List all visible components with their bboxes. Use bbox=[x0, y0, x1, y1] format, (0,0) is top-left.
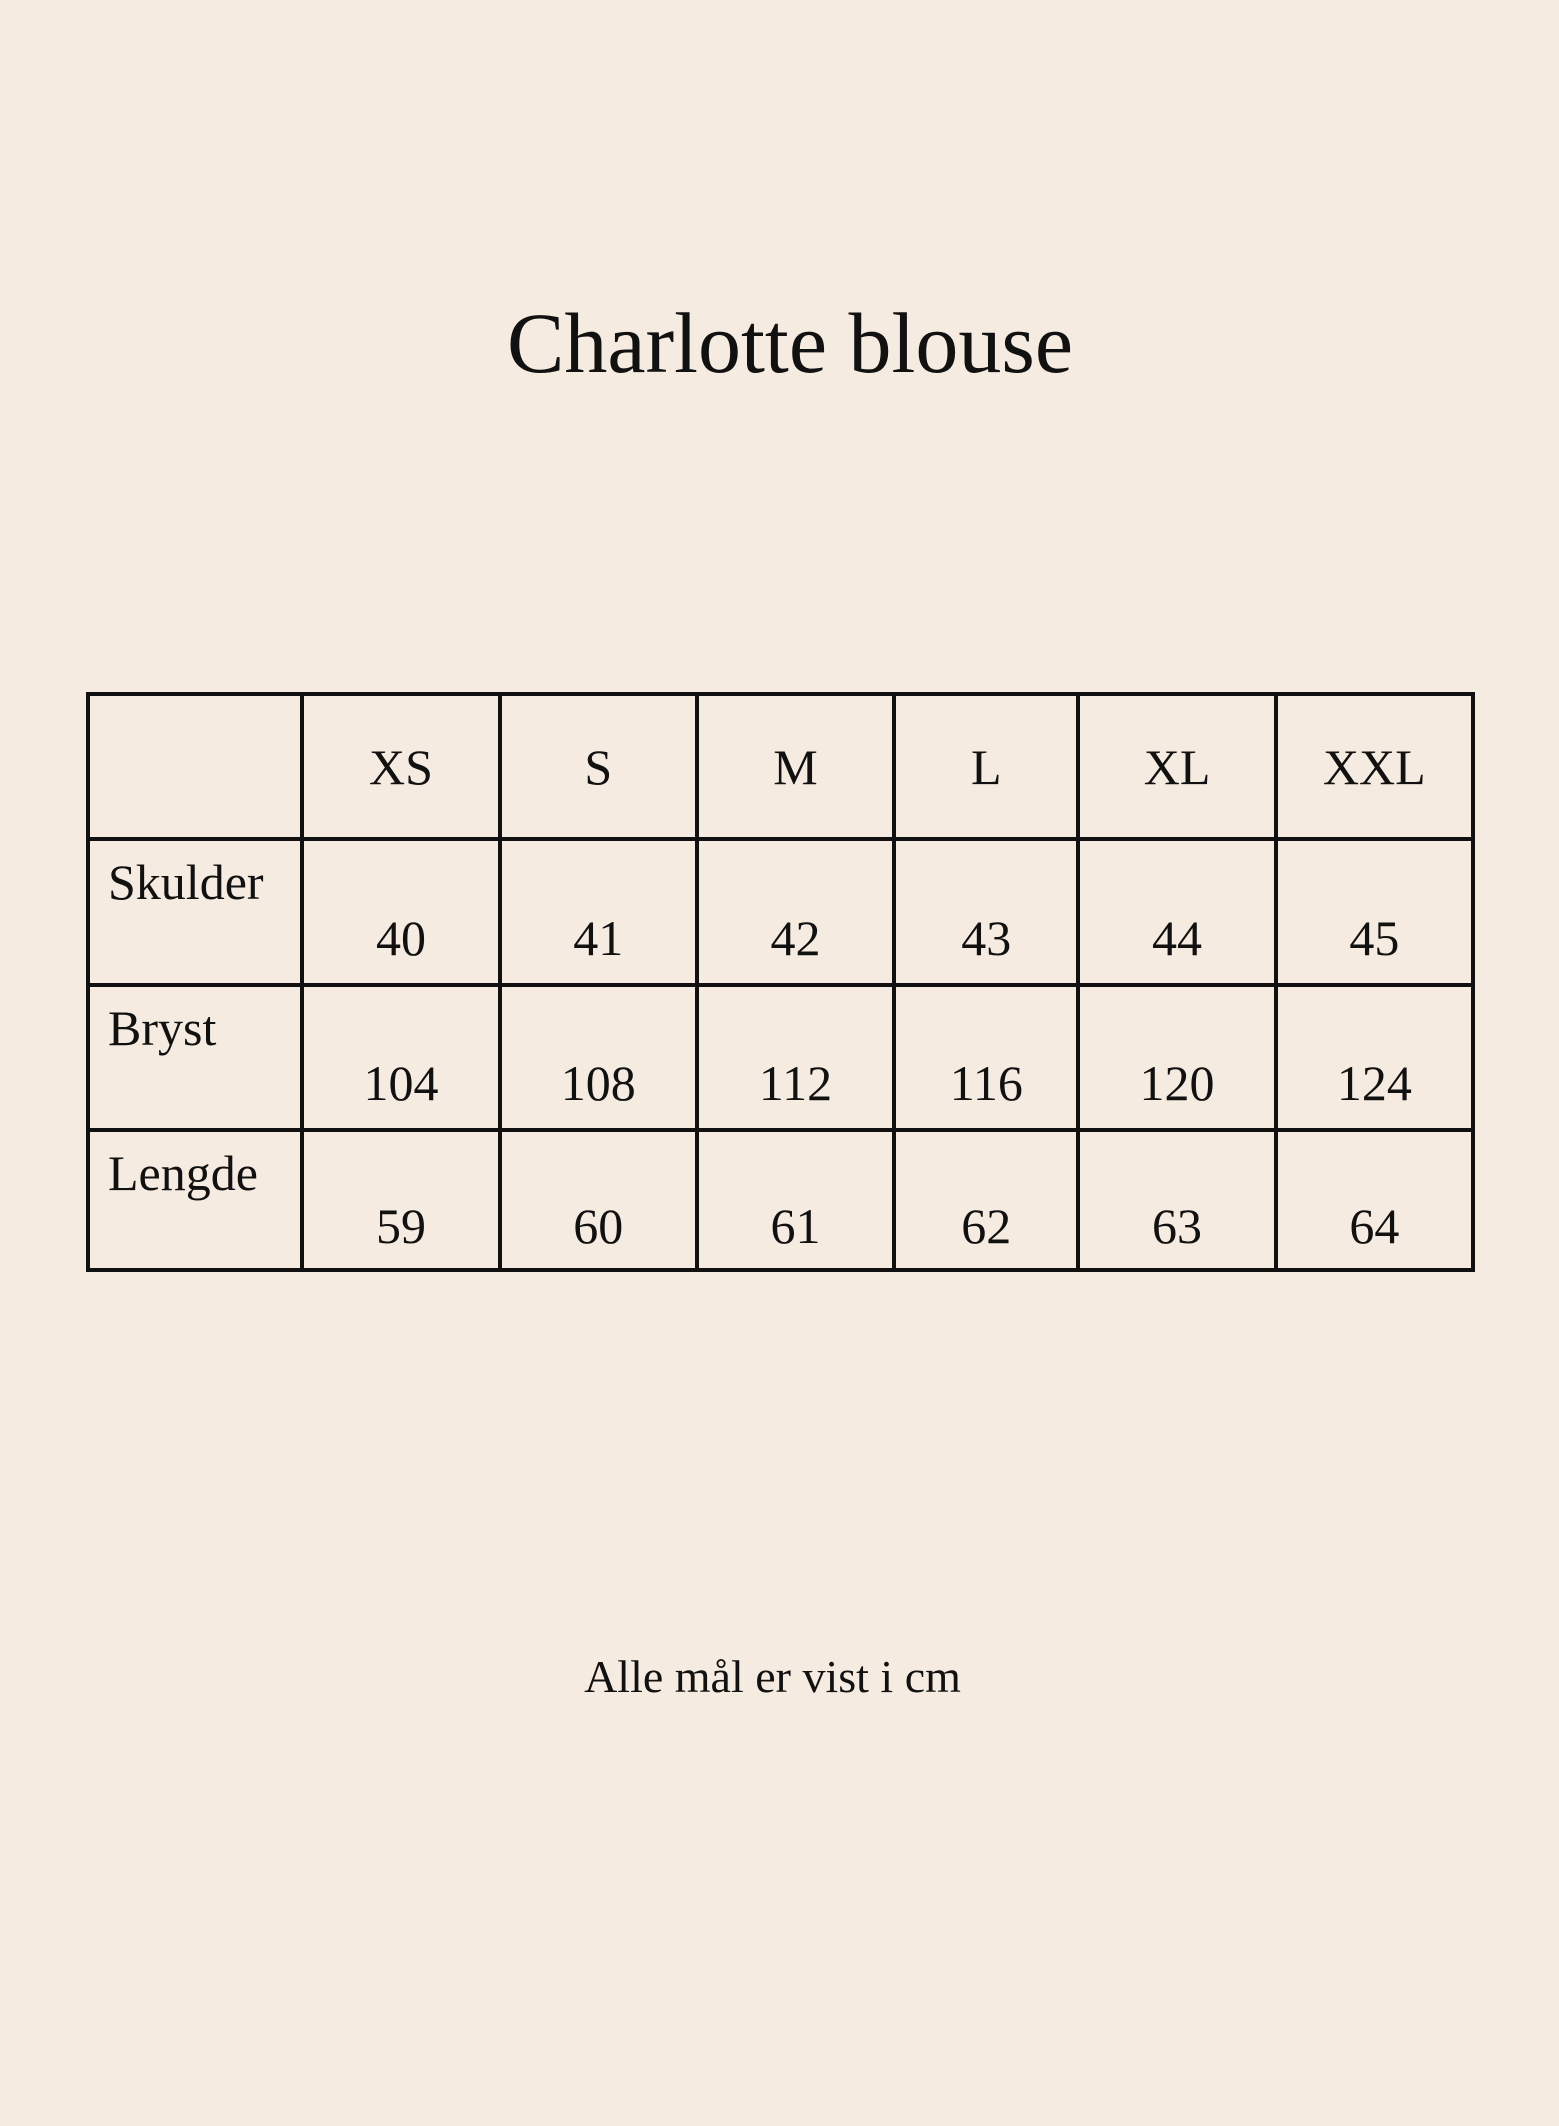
table-header-row bbox=[88, 694, 1473, 839]
page-title: Charlotte blouse bbox=[506, 295, 1074, 391]
table-corner-cell bbox=[88, 694, 302, 839]
table-cell: 44 bbox=[1078, 839, 1275, 984]
table-cell: 64 bbox=[1276, 1130, 1473, 1270]
table-cell: 60 bbox=[500, 1130, 697, 1270]
table-cell: 112 bbox=[697, 985, 894, 1130]
table-cell: 42 bbox=[697, 839, 894, 984]
units-footnote: Alle mål er vist i cm bbox=[584, 1651, 961, 1702]
table-cell: 40 bbox=[302, 839, 499, 984]
table-row-skulder bbox=[88, 839, 1473, 984]
table-row-lengde bbox=[88, 1130, 1473, 1270]
table-cell: 104 bbox=[302, 985, 499, 1130]
size-header-xs: XS bbox=[302, 694, 499, 839]
size-header-xxl: XXL bbox=[1276, 694, 1473, 839]
row-label-bryst: Bryst bbox=[88, 985, 302, 1130]
table-row-bryst bbox=[88, 985, 1473, 1130]
table-cell: 59 bbox=[302, 1130, 499, 1270]
size-header-m: M bbox=[697, 694, 894, 839]
table-cell: 124 bbox=[1276, 985, 1473, 1130]
table-cell: 108 bbox=[500, 985, 697, 1130]
table-cell: 41 bbox=[500, 839, 697, 984]
size-header-xl: XL bbox=[1078, 694, 1275, 839]
size-header-s: S bbox=[500, 694, 697, 839]
table-cell: 116 bbox=[894, 985, 1078, 1130]
row-label-skulder: Skulder bbox=[88, 839, 302, 984]
row-label-lengde: Lengde bbox=[88, 1130, 302, 1270]
table-cell: 45 bbox=[1276, 839, 1473, 984]
table-cell: 61 bbox=[697, 1130, 894, 1270]
table-cell: 62 bbox=[894, 1130, 1078, 1270]
table-cell: 43 bbox=[894, 839, 1078, 984]
table-cell: 63 bbox=[1078, 1130, 1275, 1270]
table-cell: 120 bbox=[1078, 985, 1275, 1130]
size-header-l: L bbox=[894, 694, 1078, 839]
size-chart-table bbox=[86, 692, 1475, 1272]
